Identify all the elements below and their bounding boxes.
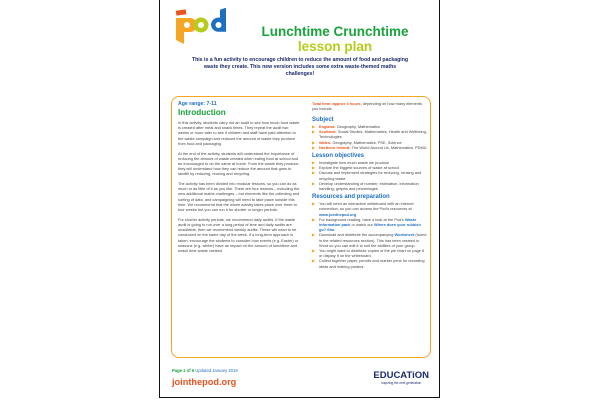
subject-item: ▶ Scotland: Social Studies, Mathematics, Health and Wellbeing, Technologies [312, 129, 427, 140]
updated-date: Updated January 2018 [194, 368, 238, 373]
objective-item: ▶ Explore the biggest sources of waste at school [312, 165, 400, 171]
education-logo [373, 371, 429, 385]
waste-information-pack-link[interactable]: Waste information pack [319, 216, 417, 227]
bullet-arrow-icon: ▶ [312, 139, 316, 145]
bullet-arrow-icon: ▶ [312, 170, 316, 176]
education-tagline: Inspiring the next generation [381, 381, 422, 385]
introduction-heading: Introduction [178, 108, 226, 117]
right-column [312, 101, 428, 270]
bullet-arrow-icon: ▶ [312, 201, 316, 207]
resource-item: ▶ You will need an interactive whiteboard with an internet connection, so you can access the Pod's resources at www.jointhepod.org [312, 201, 414, 217]
bullet-arrow-icon: ▶ [312, 180, 316, 186]
lesson-title [240, 24, 430, 54]
pod-logo-graphic [175, 8, 227, 46]
resources-list [312, 201, 428, 269]
title-line1: Lunchtime Crunchtime [261, 24, 409, 39]
objectives-heading: Lesson objectives [312, 152, 365, 159]
objectives-list [312, 160, 428, 191]
objective-item: ▶ Discuss and implement strategies for reducing, reusing and recycling waste [312, 170, 422, 181]
objective-item: ▶ Investigate how much waste we produce [312, 159, 390, 165]
subject-list [312, 124, 428, 150]
resource-item: ▶ Collect together paper, pencils and marker pens for recording ideas and making posters. [312, 258, 425, 269]
bullet-arrow-icon: ▶ [312, 232, 316, 238]
total-time-rest: depending on how many elements you include. [312, 101, 423, 112]
total-time-label: Total time: approx 4 hours, [312, 101, 362, 106]
subject-item: ▶ England: Geography, Mathematics [312, 123, 380, 129]
bullet-arrow-icon: ▶ [312, 165, 316, 171]
rubbish-film-link[interactable]: Where does your rubbish go? film. [319, 221, 421, 233]
left-column [178, 101, 300, 258]
objective-item: ▶ Develop understanding of number, estimation, information handling, graphs and percentages [312, 180, 419, 191]
intro-paragraph: In this activity, students carry out an audit to see how much food waste is created after meal and snack times. They repeat the audit two weeks or more later to see if children and staff have paid attention to the waste campaign and reduced the amount of waste they produce from food and packaging. [178, 120, 300, 146]
bullet-arrow-icon: ▶ [312, 123, 316, 129]
resource-item: ▶ Download and distribute the accompanying Worksheet (found in the related resources section). This has been created in Word so you can edit it to suit the abilities of your group. [312, 232, 427, 248]
intro-paragraph: At the end of the activity, students will understand the importance of reducing the amount of waste created when eating food at school and be encouraged to do the same at home. From the waste they produce, they will understand how they can reduce the amount that goes to landfill by reducing, reusing and recycling. [178, 150, 300, 177]
page-indicator [172, 368, 238, 373]
the-pod-logo [175, 8, 227, 46]
bullet-arrow-icon: ▶ [312, 159, 316, 165]
bullet-arrow-icon: ▶ [312, 129, 316, 135]
document-page [159, 0, 440, 398]
subject-item: ▶ Northern Ireland: The World Around Us, Mathematics, PDMU [312, 144, 427, 150]
footer-url-link[interactable]: jointhepod.org [172, 377, 237, 387]
title-line2: lesson plan [297, 39, 373, 54]
bullet-arrow-icon: ▶ [312, 247, 316, 253]
bullet-arrow-icon: ▶ [312, 144, 316, 150]
bullet-arrow-icon: ▶ [312, 258, 316, 264]
website-link[interactable]: www.jointhepod.org [319, 211, 357, 217]
resource-item: ▶ For background reading, have a look at the Pod's Waste information pack or watch our Where does your rubbish go? film. [312, 216, 421, 233]
subject-heading: Subject [312, 116, 334, 123]
resource-item: ▶ You might want to distribute copies of the pie chart on page 6 or display it on the whiteboard. [312, 247, 425, 259]
total-time [312, 101, 428, 111]
worksheet-link[interactable]: Worksheet [394, 232, 415, 238]
resources-heading: Resources and preparation [312, 194, 390, 201]
subject-item: ▶ Wales: Geography, Mathematics, PSE, Science [312, 139, 402, 145]
intro-paragraph: The activity has been divided into modular lessons, so you can do as much or as little of it as you like. There are four lessons – including the new additional maths challenges – but elements like the collecting and sorting of data, and campaigning will need to take place outside this time. We recommend that the whole activity takes place over three to four weeks but you can run it for shorter or longer periods. [178, 181, 300, 213]
age-range: Age range: 7-11 [178, 101, 217, 107]
education-logo-text: EDUCATiON [373, 370, 429, 381]
intro-text: This is a fun activity to encourage children to reduce the amount of food and packaging waste they create. This new version includes some extra waste-themed maths challenges! [191, 57, 409, 77]
page-number: Page 1 of 6 [172, 368, 195, 373]
bullet-arrow-icon: ▶ [312, 216, 316, 222]
content-box [171, 96, 431, 358]
intro-paragraph: For shorter activity periods, we recommend daily audits. If the waste audit is going to run over a long period of time and daily audits are unsuitable, then we recommend weekly audits. These will need to be conducted on the same day of the week. If a long-term approach is taken, encourage the students to consider how events (e.g. Easter) or seasons (e.g. winter) have an impact on the amount of lunchtime and snack time waste created. [178, 216, 299, 253]
